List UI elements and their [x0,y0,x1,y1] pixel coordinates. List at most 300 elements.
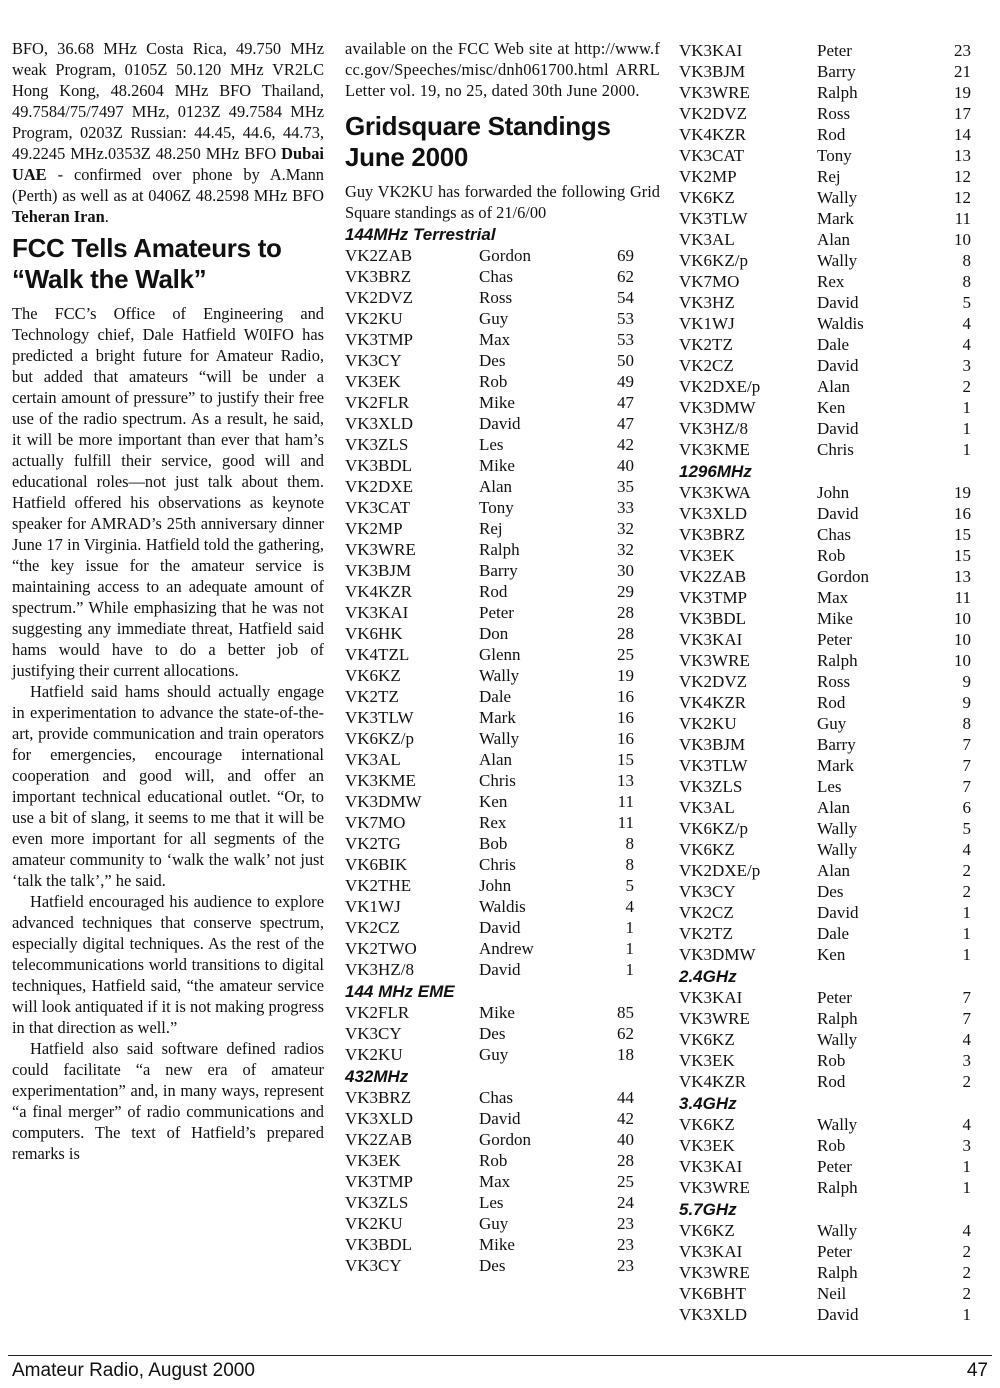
callsign-cell: VK3CAT [345,498,411,517]
operator-name-cell: Guy [817,714,847,733]
grid-count-cell: 14 [954,125,971,144]
grid-count-cell: 53 [617,309,634,328]
callsign-cell: VK2THE [345,876,412,895]
grid-count-cell: 3 [962,1136,971,1155]
callsign-cell: VK3TMP [345,330,414,349]
grid-count-cell: 30 [617,561,634,580]
callsign-cell: VK3AL [679,230,735,249]
table-row [679,334,971,355]
section-title: 144 MHz EME [345,982,455,1001]
table-row [679,629,971,650]
table-row [679,734,971,755]
callsign-cell: VK3EK [345,1151,401,1170]
dx-log-paragraph [12,38,324,227]
table-row [679,482,971,503]
grid-count-cell: 4 [962,1115,971,1134]
table-row [345,455,634,476]
table-row [679,61,971,82]
table-row [345,896,634,917]
callsign-cell: VK2ZAB [679,567,747,586]
table-row [345,875,634,896]
table-row [345,350,634,371]
callsign-cell: VK2FLR [345,1003,410,1022]
article-continuation: available on the FCC Web site at http://www.fcc.gov/Speeches/misc/dnh061700.html ARRL Letter vol. 19, no 25, dated 30th June 2000. [345,39,660,100]
table-row [679,418,971,439]
article-paragraph: Hatfield also said software defined radios could facilitate “a new era of amateur experimentation” and, in many ways, represent “a final merger” of radio communications and computers. The text of Hatfield’s prepared remarks is [12,1039,324,1163]
grid-count-cell: 16 [617,729,634,748]
section-title: 2.4GHz [679,967,737,986]
callsign-cell: VK2KU [345,1045,403,1064]
callsign-cell: VK3EK [345,372,401,391]
operator-name-cell: Gordon [479,1130,531,1149]
grid-count-cell: 62 [617,1024,634,1043]
callsign-cell: VK3TMP [679,588,748,607]
grid-count-cell: 53 [617,330,634,349]
callsign-cell: VK2MP [345,519,403,538]
table-row [679,524,971,545]
table-row [679,902,971,923]
table-row [679,208,971,229]
grid-count-cell: 12 [954,188,971,207]
headline-line: “Walk the Walk” [12,264,207,294]
callsign-cell: VK2CZ [679,903,734,922]
operator-name-cell: Mike [479,393,515,412]
callsign-cell: VK3KAI [345,603,409,622]
operator-name-cell: David [479,414,521,433]
operator-name-cell: Rej [479,519,503,538]
operator-name-cell: Ralph [817,1009,858,1028]
operator-name-cell: Waldis [817,314,864,333]
operator-name-cell: Les [817,777,842,796]
grid-count-cell: 9 [962,672,971,691]
table-row [345,812,634,833]
callsign-cell: VK3ZLS [345,1193,409,1212]
table-row [679,860,971,881]
callsign-cell: VK2DVZ [679,104,747,123]
grid-count-cell: 16 [617,708,634,727]
operator-name-cell: David [817,903,859,922]
operator-name-cell: Tony [479,498,514,517]
table-row [679,713,971,734]
callsign-cell: VK6KZ [679,840,735,859]
grid-count-cell: 11 [617,813,634,832]
operator-name-cell: Wally [817,251,858,270]
grid-count-cell: 5 [625,876,634,895]
operator-name-cell: Max [817,588,849,607]
operator-name-cell: David [817,419,859,438]
callsign-cell: VK2DXE/p [679,377,761,396]
table-row [679,250,971,271]
grid-count-cell: 5 [962,293,971,312]
table-row [345,413,634,434]
callsign-cell: VK3WRE [345,540,416,559]
grid-count-cell: 18 [617,1045,634,1064]
callsign-cell: VK3BJM [345,561,412,580]
grid-count-cell: 35 [617,477,634,496]
log-text: - confirmed over phone by A.Mann (Perth) as well as at 0406Z 48.2598 MHz BFO [12,165,324,205]
grid-count-cell: 4 [625,897,634,916]
table-row [345,497,634,518]
table-row [679,839,971,860]
grid-count-cell: 1 [962,440,971,459]
operator-name-cell: Peter [817,41,852,60]
page-number: 47 [966,1360,988,1381]
callsign-cell: VK2CZ [679,356,734,375]
operator-name-cell: Mark [817,209,854,228]
grid-count-cell: 32 [617,519,634,538]
table-row [679,671,971,692]
operator-name-cell: Ken [817,398,846,417]
standings-table [679,1114,971,1198]
operator-name-cell: Tony [817,146,852,165]
grid-count-cell: 7 [962,1009,971,1028]
callsign-cell: VK7MO [679,272,740,291]
grid-count-cell: 17 [954,104,971,123]
operator-name-cell: David [479,960,521,979]
operator-name-cell: Ralph [817,651,858,670]
operator-name-cell: Mike [817,609,853,628]
table-row [345,1108,634,1129]
standings-table [345,1087,634,1276]
callsign-cell: VK3XLD [345,1109,413,1128]
operator-name-cell: David [817,504,859,523]
table-row [345,434,634,455]
table-row [679,692,971,713]
grid-count-cell: 42 [617,1109,634,1128]
operator-name-cell: Andrew [479,939,534,958]
table-row [679,503,971,524]
operator-name-cell: Dale [479,687,512,706]
callsign-cell: VK3BDL [345,1235,413,1254]
grid-count-cell: 7 [962,777,971,796]
table-row [345,959,634,980]
table-row [345,602,634,623]
grid-count-cell: 5 [962,819,971,838]
callsign-cell: VK3WRE [679,1178,750,1197]
table-row [679,566,971,587]
table-row [345,1087,634,1108]
operator-name-cell: John [817,483,850,502]
callsign-cell: VK6HK [345,624,403,643]
operator-name-cell: Glenn [479,645,521,664]
callsign-cell: VK3EK [679,1051,735,1070]
table-row [345,686,634,707]
section-title: 5.7GHz [679,1200,737,1219]
callsign-cell: VK4KZR [679,693,747,712]
operator-name-cell: Des [479,1024,506,1043]
callsign-cell: VK4TZL [345,645,410,664]
grid-count-cell: 28 [617,603,634,622]
operator-name-cell: Alan [479,750,513,769]
operator-name-cell: Mike [479,456,515,475]
standings-table [345,245,634,980]
operator-name-cell: Rod [817,125,846,144]
operator-name-cell: Wally [817,819,858,838]
operator-name-cell: Peter [817,988,852,1007]
operator-name-cell: Rex [817,272,845,291]
callsign-cell: VK3CY [345,1024,402,1043]
callsign-cell: VK3WRE [679,1009,750,1028]
callsign-cell: VK2KU [679,714,737,733]
grid-count-cell: 4 [962,1221,971,1240]
dubai-location: Dubai UAE [12,144,324,184]
grid-count-cell: 15 [954,546,971,565]
grid-count-cell: 10 [954,230,971,249]
grid-count-cell: 24 [617,1193,634,1212]
callsign-cell: VK3KME [345,771,416,790]
grid-count-cell: 15 [954,525,971,544]
operator-name-cell: Wally [817,1221,858,1240]
grid-count-cell: 13 [954,567,971,586]
headline-line: Gridsquare Standings [345,111,611,141]
grid-count-cell: 85 [617,1003,634,1022]
section-title: 144MHz Terrestrial [345,225,496,244]
grid-count-cell: 1 [962,924,971,943]
grid-count-cell: 3 [962,1051,971,1070]
table-row [679,1156,971,1177]
callsign-cell: VK3KME [679,440,750,459]
callsign-cell: VK3XLD [345,414,413,433]
table-row [345,245,634,266]
callsign-cell: VK3KAI [679,41,743,60]
callsign-cell: VK3BRZ [345,267,412,286]
callsign-cell: VK3DMW [679,945,756,964]
table-row [345,938,634,959]
table-row [679,987,971,1008]
table-row [679,292,971,313]
teheran-location: Teheran Iran [12,207,105,226]
grid-count-cell: 69 [617,246,634,265]
operator-name-cell: Alan [817,377,851,396]
operator-name-cell: Mike [479,1003,515,1022]
operator-name-cell: Des [817,882,844,901]
operator-name-cell: Dale [817,335,850,354]
grid-count-cell: 23 [617,1256,634,1275]
grid-count-cell: 2 [962,377,971,396]
grid-count-cell: 28 [617,624,634,643]
callsign-cell: VK3HZ [679,293,735,312]
table-row [679,1220,971,1241]
grid-count-cell: 1 [962,1305,971,1324]
table-row [679,166,971,187]
grid-count-cell: 32 [617,540,634,559]
callsign-cell: VK2DXE [345,477,413,496]
table-row [345,1213,634,1234]
article-column-2 [345,38,660,1276]
grid-count-cell: 7 [962,735,971,754]
grid-count-cell: 8 [962,272,971,291]
grid-count-cell: 10 [954,651,971,670]
callsign-cell: VK3CY [345,351,402,370]
grid-count-cell: 25 [617,645,634,664]
callsign-cell: VK6KZ [679,1221,735,1240]
operator-name-cell: Alan [817,798,851,817]
operator-name-cell: Chas [817,525,851,544]
operator-name-cell: Mike [479,1235,515,1254]
grid-count-cell: 16 [617,687,634,706]
grid-count-cell: 1 [625,960,634,979]
grid-count-cell: 2 [962,1242,971,1261]
operator-name-cell: Rob [817,1051,846,1070]
operator-name-cell: Rej [817,167,841,186]
operator-name-cell: Des [479,351,506,370]
callsign-cell: VK3BDL [345,456,413,475]
footer-rule [8,1355,992,1356]
grid-count-cell: 2 [962,1284,971,1303]
grid-count-cell: 44 [617,1088,634,1107]
standings-table [679,40,971,460]
standings-table [679,482,971,965]
callsign-cell: VK2DVZ [345,288,413,307]
grid-count-cell: 4 [962,840,971,859]
operator-name-cell: Ken [479,792,508,811]
grid-count-cell: 23 [954,41,971,60]
grid-count-cell: 8 [962,251,971,270]
table-row [345,581,634,602]
table-row [345,1192,634,1213]
table-row [679,608,971,629]
grid-count-cell: 10 [954,609,971,628]
operator-name-cell: Ralph [817,1178,858,1197]
table-row [345,329,634,350]
callsign-cell: VK3XLD [679,504,747,523]
operator-name-cell: Ross [817,672,851,691]
operator-name-cell: Ralph [479,540,520,559]
grid-count-cell: 7 [962,988,971,1007]
operator-name-cell: Alan [817,861,851,880]
callsign-cell: VK3EK [679,1136,735,1155]
standings-table [679,987,971,1092]
operator-name-cell: David [817,293,859,312]
operator-name-cell: Alan [479,477,513,496]
table-row [345,644,634,665]
article-column-3 [679,40,972,1325]
callsign-cell: VK3KWA [679,483,751,502]
table-row [345,392,634,413]
operator-name-cell: Ken [817,945,846,964]
operator-name-cell: Les [479,1193,504,1212]
grid-count-cell: 1 [962,945,971,964]
table-row [345,1150,634,1171]
callsign-cell: VK6KZ/p [345,729,414,748]
grid-count-cell: 4 [962,335,971,354]
operator-name-cell: Wally [817,1030,858,1049]
callsign-cell: VK2TWO [345,939,417,958]
operator-name-cell: Rod [817,693,846,712]
callsign-cell: VK7MO [345,813,406,832]
table-row [679,818,971,839]
callsign-cell: VK2DVZ [679,672,747,691]
operator-name-cell: Bob [479,834,508,853]
table-row [679,145,971,166]
operator-name-cell: Chas [479,1088,513,1107]
table-row [345,1234,634,1255]
grid-count-cell: 1 [962,398,971,417]
grid-count-cell: 7 [962,756,971,775]
grid-count-cell: 54 [617,288,634,307]
table-row [345,1255,634,1276]
operator-name-cell: Peter [479,603,514,622]
operator-name-cell: Wally [817,1115,858,1134]
grid-count-cell: 19 [954,483,971,502]
table-row [345,1023,634,1044]
operator-name-cell: Wally [479,666,520,685]
table-row [345,539,634,560]
operator-name-cell: Rob [817,1136,846,1155]
operator-name-cell: David [479,918,521,937]
operator-name-cell: Guy [479,1045,509,1064]
table-row [345,1171,634,1192]
operator-name-cell: Ross [479,288,513,307]
operator-name-cell: Guy [479,1214,509,1233]
table-row [679,82,971,103]
table-row [345,791,634,812]
headline-line: FCC Tells Amateurs to [12,233,282,263]
operator-name-cell: Mark [479,708,516,727]
footer-publication: Amateur Radio, August 2000 [12,1360,255,1381]
table-row [679,397,971,418]
grid-count-cell: 28 [617,1151,634,1170]
grid-count-cell: 19 [617,666,634,685]
table-row [679,1177,971,1198]
operator-name-cell: Rob [479,1151,508,1170]
callsign-cell: VK3ZLS [345,435,409,454]
operator-name-cell: Peter [817,1157,852,1176]
callsign-cell: VK3KAI [679,988,743,1007]
operator-name-cell: Max [479,330,511,349]
grid-count-cell: 29 [617,582,634,601]
callsign-cell: VK3BRZ [679,525,746,544]
standings-intro: Guy VK2KU has forwarded the following Grid Square standings as of 21/6/00 [345,182,660,222]
callsign-cell: VK3BRZ [345,1088,412,1107]
table-row [679,124,971,145]
table-row [679,313,971,334]
grid-count-cell: 11 [954,209,971,228]
callsign-cell: VK3KAI [679,1242,743,1261]
callsign-cell: VK2ZAB [345,246,413,265]
grid-count-cell: 33 [617,498,634,517]
table-row [679,355,971,376]
grid-count-cell: 42 [617,435,634,454]
table-row [679,1135,971,1156]
callsign-cell: VK1WJ [345,897,401,916]
grid-count-cell: 2 [962,1072,971,1091]
grid-count-cell: 15 [617,750,634,769]
grid-count-cell: 8 [625,834,634,853]
gridsquare-headline [345,111,660,173]
grid-count-cell: 1 [962,903,971,922]
operator-name-cell: David [817,356,859,375]
section-title: 1296MHz [679,462,752,481]
grid-count-cell: 23 [617,1235,634,1254]
table-row [679,376,971,397]
callsign-cell: VK3HZ/8 [679,419,748,438]
callsign-cell: VK3TLW [679,209,748,228]
callsign-cell: VK3WRE [679,83,750,102]
operator-name-cell: Gordon [817,567,869,586]
grid-count-cell: 1 [962,419,971,438]
table-row [679,587,971,608]
table-row [345,770,634,791]
callsign-cell: VK2DXE/p [679,861,761,880]
operator-name-cell: Dale [817,924,850,943]
callsign-cell: VK3XLD [679,1305,747,1324]
callsign-cell: VK6KZ/p [679,251,748,270]
grid-count-cell: 1 [625,939,634,958]
grid-count-cell: 40 [617,1130,634,1149]
table-row [345,1002,634,1023]
table-row [345,518,634,539]
